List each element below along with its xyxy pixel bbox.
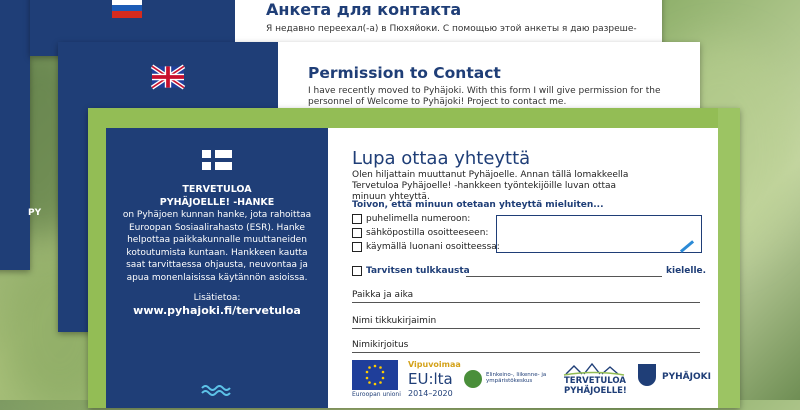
green-border bbox=[88, 108, 740, 128]
place-date-label: Paikka ja aika bbox=[352, 290, 414, 300]
sidebar-heading: PYHÄJOELLE! -HANKE bbox=[159, 196, 275, 208]
signature-line[interactable] bbox=[352, 352, 700, 353]
card-text: Olen hiljattain muuttanut Pyhäjoelle. Annan tällä lomakkeella Tervetuloa Pyhäjoelle! -hankkeen työntekijöille luvan ottaa minuun yhteyttä. bbox=[352, 170, 629, 202]
sidebar-text bbox=[116, 184, 318, 317]
name-line[interactable] bbox=[352, 328, 700, 329]
logo-row bbox=[352, 360, 722, 404]
signature-label: Nimikirjoitus bbox=[352, 340, 409, 350]
years-label: 2014–2020 bbox=[408, 389, 453, 398]
card-title: Анкета для контакта bbox=[266, 0, 462, 19]
eu-flag-logo bbox=[352, 360, 398, 390]
checkbox[interactable] bbox=[352, 242, 362, 252]
pen-icon bbox=[680, 240, 694, 253]
vipuvoimaa-label: Vipuvoimaa bbox=[408, 360, 461, 369]
option-phone[interactable] bbox=[352, 214, 470, 224]
place-date-line[interactable] bbox=[352, 302, 700, 303]
card-text: I have recently moved to Pyhäjoki. With this form I will give permission for the personnel of Welcome to Pyhäjoki! Project to contact me. bbox=[308, 86, 661, 107]
sidebar-body: on Pyhäjoen kunnan hanke, jota rahoittaa Euroopan Sosiaalirahasto (ESR). Hanke helpottaa paikkakunnalle muuttaneiden kotoutumista kuntaan. Hankkeen kautta saat tarvittaessa ohjausta, neuvontaa ja apua monenlaisissa käytännön asioissa. bbox=[122, 210, 312, 283]
edge-text: PY bbox=[28, 208, 42, 218]
eu-stars-icon bbox=[352, 360, 398, 390]
option-label: käymällä luonani osoitteessa: bbox=[366, 242, 500, 252]
interpreter-suffix: kielelle. bbox=[666, 266, 707, 276]
pyhajoki-label: PYHÄJOKI bbox=[662, 372, 711, 382]
eulta-label: EU:lta bbox=[408, 370, 453, 388]
house-illustration-icon bbox=[564, 360, 624, 376]
finland-flag-icon bbox=[202, 150, 232, 170]
card-title: Permission to Contact bbox=[308, 64, 501, 82]
interpreter-language-line[interactable] bbox=[466, 276, 662, 277]
contact-details-field[interactable] bbox=[496, 215, 702, 253]
option-email[interactable] bbox=[352, 228, 488, 238]
card-title: Lupa ottaa yhteyttä bbox=[352, 148, 531, 169]
wave-icon bbox=[202, 384, 230, 396]
option-label: sähköpostilla osoitteeseen: bbox=[366, 228, 489, 238]
option-visit[interactable] bbox=[352, 242, 500, 252]
name-label: Nimi tikkukirjaimin bbox=[352, 316, 437, 326]
checkbox[interactable] bbox=[352, 228, 362, 238]
option-label: Tarvitsen tulkkausta bbox=[366, 266, 470, 276]
ely-logo-icon bbox=[464, 370, 482, 388]
sidebar-info-label: Lisätietoa: bbox=[193, 293, 241, 303]
card-partial-left bbox=[0, 0, 42, 270]
option-interpreter[interactable] bbox=[352, 266, 470, 276]
eu-label: Euroopan unioni bbox=[352, 391, 401, 398]
uk-flag-icon bbox=[152, 66, 184, 88]
tervetuloa-logo-text: TERVETULOA bbox=[564, 376, 626, 386]
sidebar-heading: TERVETULOA bbox=[182, 184, 252, 195]
pyhajoki-crest-icon bbox=[638, 364, 656, 386]
checkbox[interactable] bbox=[352, 266, 362, 276]
contact-preference-heading: Toivon, että minuun otetaan yhteyttä mieluiten... bbox=[352, 200, 604, 210]
sidebar-url: www.pyhajoki.fi/tervetuloa bbox=[133, 303, 301, 317]
green-border bbox=[88, 108, 106, 408]
ely-label: Elinkeino-, liikenne- ja ympäristökeskus bbox=[486, 372, 547, 384]
checkbox[interactable] bbox=[352, 214, 362, 224]
card-text: Я недавно переехал(-а) в Пюхяйоки. С помощью этой анкеты я даю разреше- bbox=[266, 24, 637, 34]
pyhajoelle-logo-text: PYHÄJOELLE! bbox=[564, 386, 627, 396]
card-finnish bbox=[88, 108, 740, 408]
card-sidebar bbox=[106, 128, 328, 408]
russia-flag-icon bbox=[112, 0, 142, 18]
option-label: puhelimella numeroon: bbox=[366, 214, 471, 224]
